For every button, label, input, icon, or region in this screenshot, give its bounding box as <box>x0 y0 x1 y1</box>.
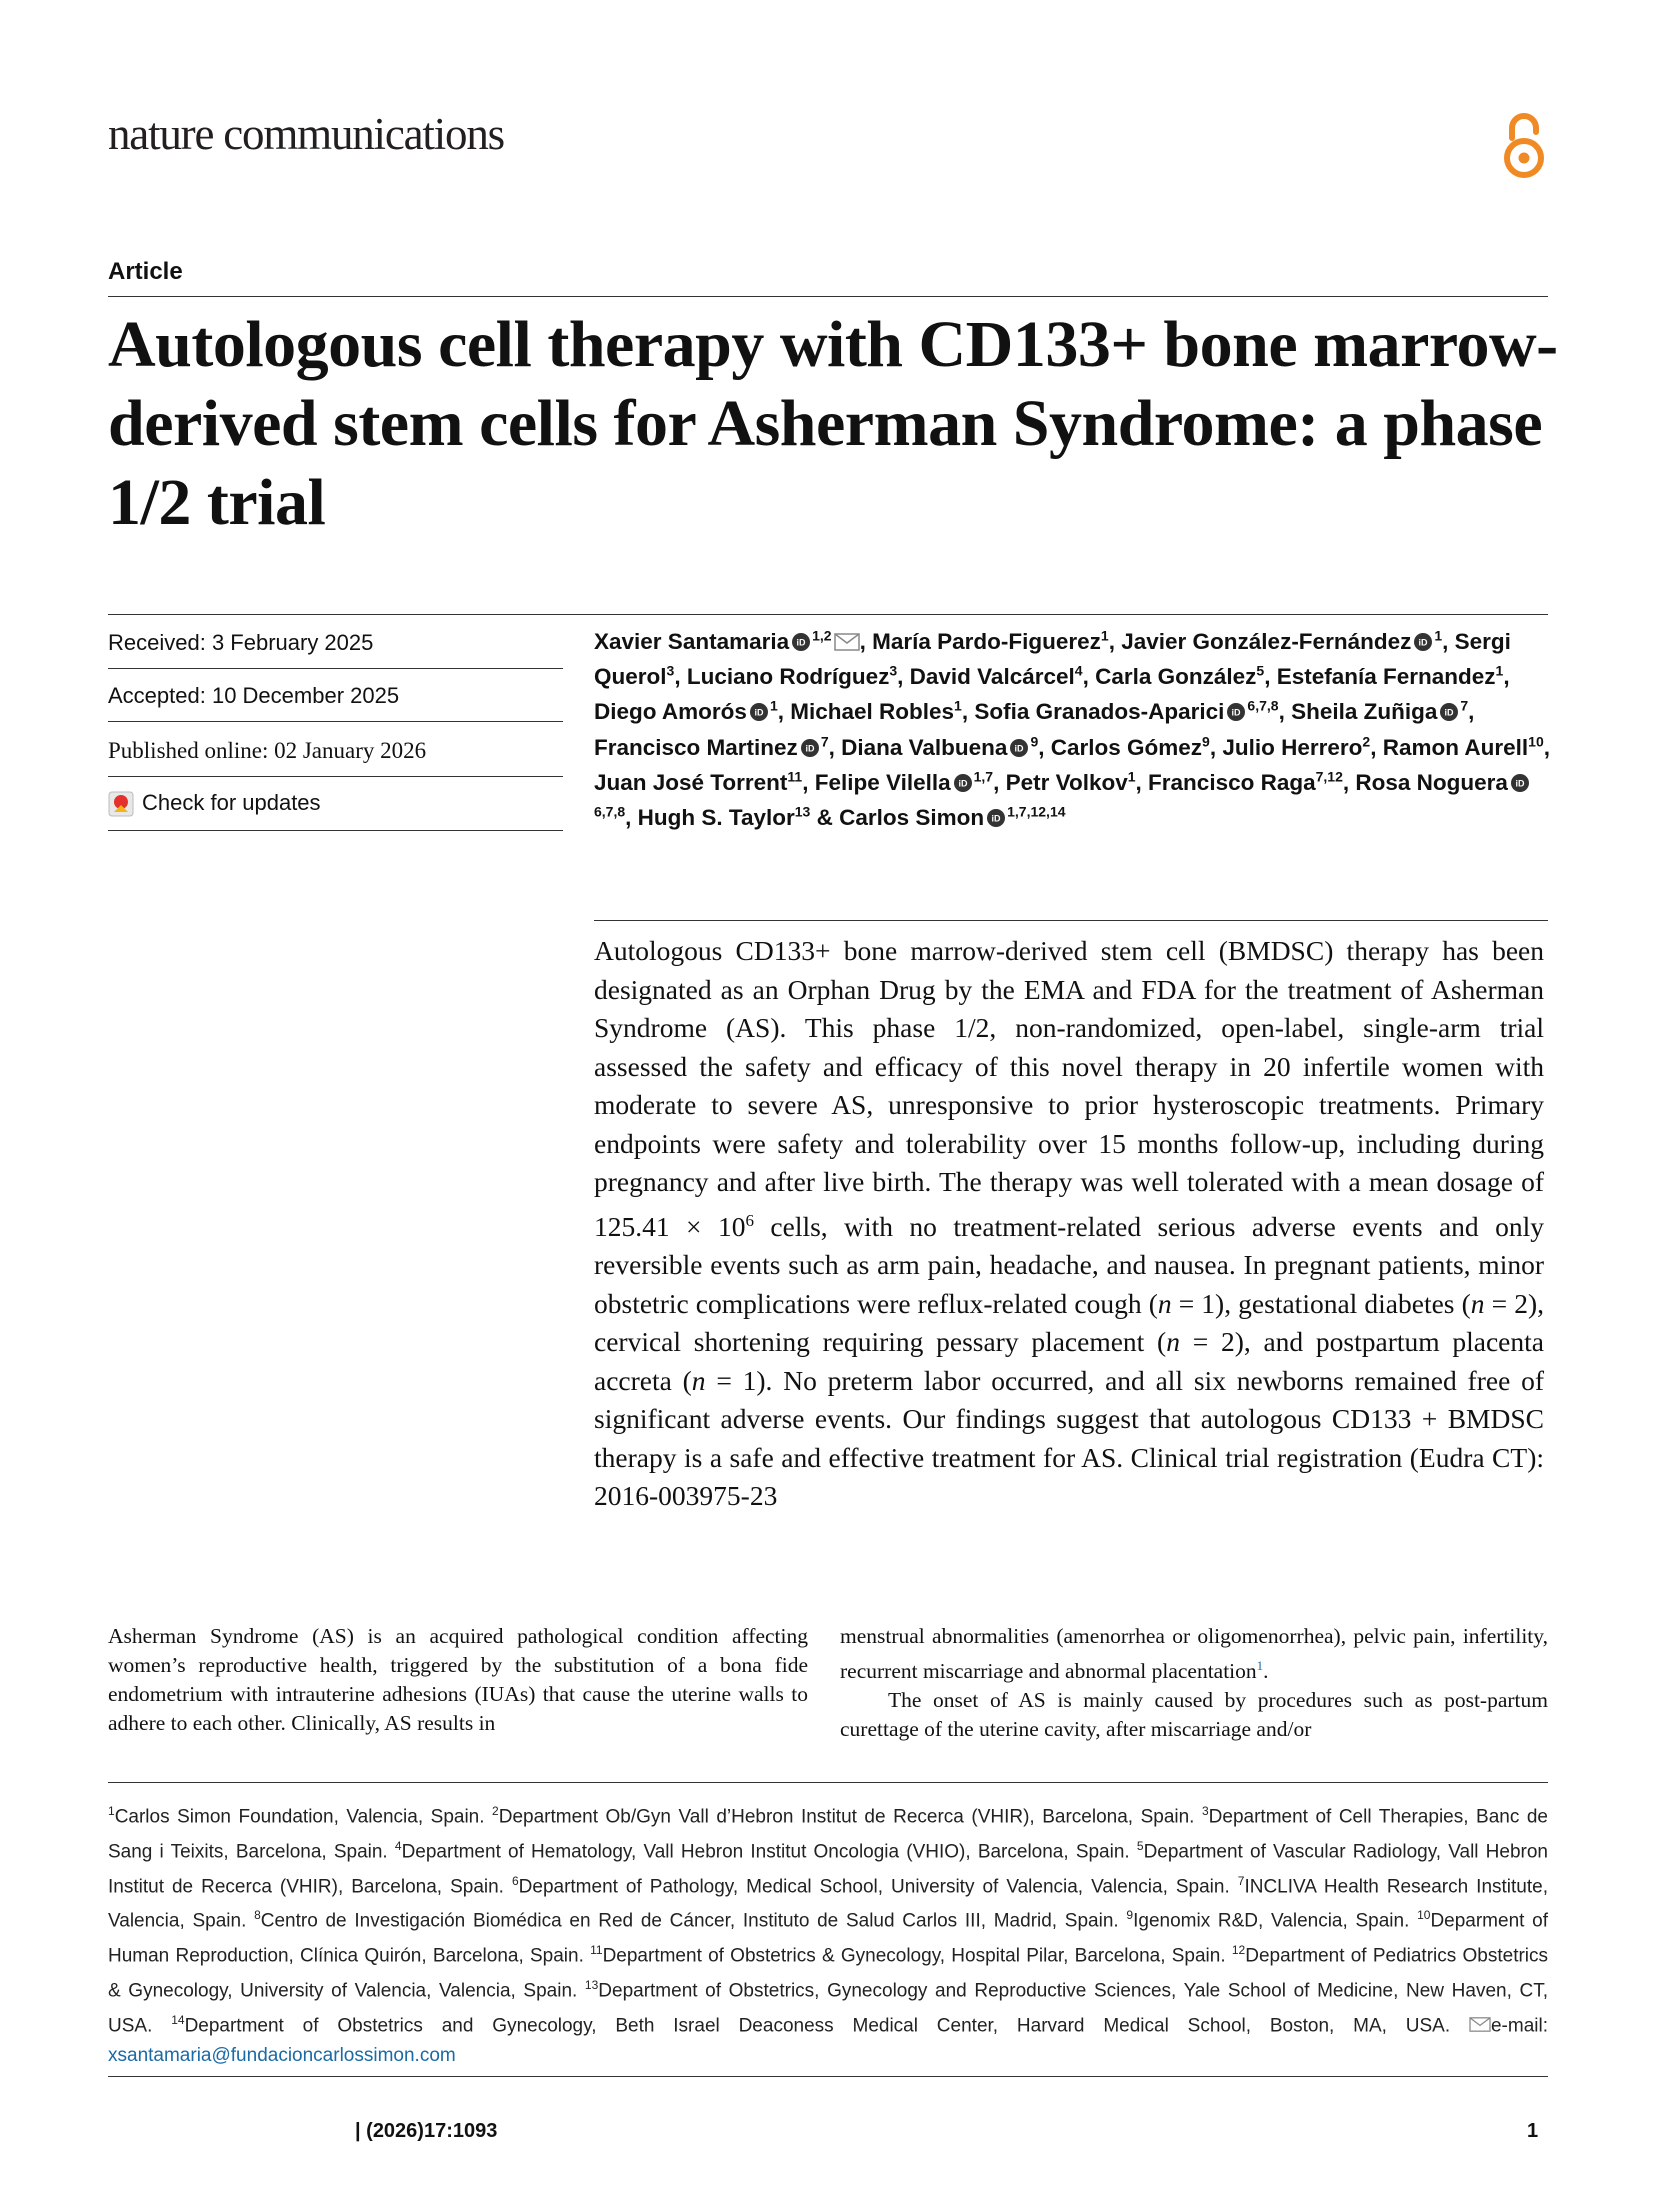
author-name: Carla González <box>1095 664 1257 690</box>
check-for-updates-icon <box>108 791 134 817</box>
svg-text:iD: iD <box>796 637 806 648</box>
author[interactable] <box>910 664 1083 689</box>
affiliation-number: 13 <box>584 1978 599 1993</box>
author-name: Carlos Simon <box>839 805 985 831</box>
affiliations <box>108 1797 1548 2070</box>
email-icon[interactable] <box>834 633 860 651</box>
affiliation-number: 3 <box>1201 1804 1209 1818</box>
affiliation-number: 6 <box>511 1873 519 1888</box>
author-name: Michael Robles <box>790 699 955 725</box>
author[interactable] <box>974 699 1278 724</box>
affiliation-text: Department of Pediatrics Obstetrics & Gynecology, University of Valencia, Valencia, Spain. <box>108 1945 1549 2002</box>
accepted-date: Accepted: 10 December 2025 <box>108 683 400 708</box>
check-for-updates-link[interactable] <box>108 790 321 817</box>
title-divider <box>108 296 1548 297</box>
affiliation-text: Department of Obstetrics, Gynecology and Reproductive Sciences, Yale School of Medicine, New Haven, CT, USA. <box>108 1980 1548 2037</box>
author[interactable] <box>1291 699 1468 724</box>
affiliation-text: Deparment of Human Reproduction, Clínica Quirón, Barcelona, Spain. <box>108 1910 1548 1967</box>
author-name: Sheila Zuñiga <box>1291 699 1438 725</box>
orcid-icon[interactable] <box>1010 739 1028 757</box>
svg-text:iD: iD <box>1231 707 1241 718</box>
svg-text:iD: iD <box>805 743 815 754</box>
article-type-label: Article <box>108 258 183 285</box>
open-access-icon <box>1500 110 1548 182</box>
affiliation-text: Department of Obstetrics & Gynecology, Hospital Pilar, Barcelona, Spain. <box>602 1945 1232 1967</box>
author-name: Rosa Noguera <box>1355 769 1508 795</box>
body-column-left: Asherman Syndrome (AS) is an acquired pathological condition affecting women’s reproductive health, triggered by the substitution of a bona fide endometrium with intrauterine adhesions (IUAs) that cause the uterine walls to adhere to each other. Clinically, AS results in <box>108 1624 808 1735</box>
orcid-icon[interactable] <box>792 633 810 651</box>
article-title: Autologous cell therapy with CD133+ bone marrow-derived stem cells for Asherman Syndrome: a phase 1/2 trial <box>108 308 1558 539</box>
author[interactable] <box>1383 735 1544 760</box>
author[interactable] <box>790 699 962 724</box>
author-name: María Pardo-Figuerez <box>872 629 1101 654</box>
affiliation-text: Department of Vascular Radiology, Vall Hebron Institut de Recerca (VHIR), Barcelona, Spain. <box>108 1841 1549 1897</box>
affiliation-text: INCLIVA Health Research Institute, Valencia, Spain. <box>108 1875 1548 1932</box>
author-name: Luciano Rodríguez <box>686 664 890 690</box>
affiliations-divider <box>108 1782 1548 1783</box>
affiliation-text: Igenomix R&D, Valencia, Spain. <box>1133 1910 1418 1932</box>
author-name: Diego Amorós <box>594 699 747 725</box>
author-affiliation: 6,7,8 <box>1247 697 1279 714</box>
email-link[interactable]: xsantamaria@fundacioncarlossimon.com <box>108 2044 456 2066</box>
author-affiliation: 3 <box>889 662 898 679</box>
author-name: Julio Herrero <box>1222 734 1363 760</box>
author[interactable] <box>594 699 778 724</box>
author-affiliation: 1,2 <box>812 627 832 644</box>
author-affiliation: 13 <box>794 803 811 820</box>
author-affiliation: 7 <box>1460 697 1469 714</box>
svg-text:iD: iD <box>1444 707 1454 718</box>
author-affiliation: 7,12 <box>1315 768 1343 785</box>
author-affiliation: 9 <box>1202 733 1210 750</box>
author-affiliation: 9 <box>1030 733 1039 750</box>
affiliation-number: 9 <box>1126 1908 1134 1923</box>
author-name: Petr Volkov <box>1005 769 1128 795</box>
author-name: Diana Valbuena <box>841 734 1008 760</box>
author-name: Francisco Raga <box>1148 769 1316 795</box>
author-affiliation: 1 <box>1127 768 1136 785</box>
author[interactable] <box>1051 735 1210 760</box>
footer-citation: | (2026)17:1093 <box>355 2120 498 2142</box>
affiliation-number: 7 <box>1237 1873 1245 1888</box>
author-affiliation: 1 <box>954 697 962 714</box>
orcid-icon[interactable] <box>1440 703 1458 721</box>
published-date: Published online: 02 January 2026 <box>108 738 427 763</box>
author-name: Estefanía Fernandez <box>1276 664 1496 690</box>
footer-divider <box>108 2076 1548 2077</box>
body-column-right: menstrual abnormalities (amenorrhea or oligomenorrhea), pelvic pain, infertility, recurrent miscarriage and abnormal placentation$^1$. The onset of AS is mainly caused by procedures such as post-partum curettage of the uterine cavity, after miscarriage and/or <box>840 1624 1548 1742</box>
meta-rule-4 <box>108 830 563 831</box>
author-affiliation: 11 <box>787 768 803 785</box>
author-affiliation: 1,7 <box>973 768 994 785</box>
author-name: Carlos Gómez <box>1050 734 1203 760</box>
svg-text:iD: iD <box>1014 743 1024 754</box>
author[interactable] <box>594 735 829 760</box>
author-affiliation: 10 <box>1528 733 1544 750</box>
author-name: Javier González-Fernández <box>1121 629 1412 654</box>
affiliation-text: Department of Obstetrics and Gynecology, Beth Israel Deaconess Medical Center, Harvard Medical School, Boston, MA, USA. <box>184 2015 1469 2037</box>
author-name: Felipe Vilella <box>814 769 951 795</box>
affiliation-text: Department of Pathology, Medical School, University of Valencia, Valencia, Spain. <box>518 1875 1238 1897</box>
svg-text:iD: iD <box>1515 778 1525 789</box>
author-name: Xavier Santamaria <box>594 629 790 654</box>
svg-text:iD: iD <box>991 813 1001 824</box>
reference-link[interactable]: 1 <box>1256 1658 1264 1673</box>
author-affiliation: 1 <box>769 697 778 714</box>
author[interactable] <box>594 770 802 795</box>
author[interactable] <box>687 664 897 689</box>
affiliation-text: Department of Hematology, Vall Hebron Institut Oncologia (VHIO), Barcelona, Spain. <box>401 1841 1137 1863</box>
author-name: Francisco Martinez <box>594 734 798 760</box>
affiliation-number: 11 <box>590 1943 603 1958</box>
author[interactable] <box>1277 664 1504 689</box>
author-affiliation: 2 <box>1362 733 1371 750</box>
affiliation-number: 2 <box>492 1804 499 1818</box>
affiliation-number: 1 <box>108 1804 115 1818</box>
check-for-updates-label: Check for updates <box>142 790 321 815</box>
affiliation-number: 4 <box>394 1838 402 1853</box>
author-affiliation: 6,7,8 <box>594 803 626 820</box>
author[interactable] <box>594 629 860 654</box>
svg-text:iD: iD <box>958 778 968 789</box>
affiliation-text: Department Ob/Gyn Vall d’Hebron Institut de Recerca (VHIR), Barcelona, Spain. <box>498 1806 1202 1828</box>
author-affiliation: 4 <box>1074 662 1083 679</box>
author[interactable] <box>1148 770 1343 795</box>
meta-rule-3 <box>108 776 563 777</box>
author-name: Juan José Torrent <box>594 769 788 795</box>
svg-text:iD: iD <box>1418 637 1428 648</box>
author[interactable] <box>872 629 1109 654</box>
abstract: Autologous CD133+ bone marrow-derived stem cell (BMDSC) therapy has been designated as an Orphan Drug by the EMA and FDA for the treatment of Asherman Syndrome (AS). This phase 1/2, non-randomized, open-label, single-arm trial assessed the safety and efficacy of this novel therapy in 20 infertile women with moderate to severe AS, unresponsive to prior hysteroscopic treatments. Primary endpoints were safety and tolerability over 15 months follow-up, including during pregnancy and after live birth. The therapy was well tolerated with a mean dosage of $125.41 \times 10^6$ cells, with no treatment-related serious adverse events and only reversible events such as arm pain, headache, and nausea. In pregnant patients, minor obstetric complications were reflux-related cough (n = 1), gestational diabetes (n = 2), cervical shortening requiring pessary placement (n = 2), and postpartum placenta accreta (n = 1). No preterm labor occurred, and all six newborns remained free of significant adverse events. Our findings suggest that autologous CD133 + BMDSC therapy is a safe and effective treatment for AS. Clinical trial registration (Eudra CT): 2016-003975-23 <box>594 935 1544 1512</box>
affiliation-number: 12 <box>1231 1943 1246 1958</box>
author-affiliation: 1,7,12,14 <box>1007 803 1066 820</box>
email-label: e-mail: <box>1490 2015 1548 2037</box>
affiliation-text: Department of Cell Therapies, Banc de Sang i Teixits, Barcelona, Spain. <box>108 1806 1548 1863</box>
author[interactable] <box>839 805 1065 830</box>
author-name: Sergi Querol <box>594 629 1511 690</box>
svg-text:iD: iD <box>754 707 764 718</box>
page-number: 1 <box>1527 2120 1539 2142</box>
author[interactable] <box>1121 629 1442 654</box>
author-name: David Valcárcel <box>909 664 1075 690</box>
author[interactable] <box>815 770 993 795</box>
orcid-icon[interactable] <box>801 739 819 757</box>
author-affiliation: 1 <box>1434 627 1443 644</box>
author-affiliation: 1 <box>1100 627 1109 644</box>
author[interactable] <box>638 805 811 830</box>
author-affiliation: 1 <box>1495 662 1504 679</box>
author-name: Hugh S. Taylor <box>637 805 795 831</box>
affiliation-number: 10 <box>1417 1908 1431 1923</box>
journal-name: nature communications <box>108 109 504 159</box>
affiliation-text: Centro de Investigación Biomédica en Red de Cáncer, Instituto de Salud Carlos III, Madrid, Spain. <box>260 1910 1127 1932</box>
meta-divider <box>108 614 1548 615</box>
author-affiliation: 7 <box>820 733 829 750</box>
author[interactable] <box>1006 770 1136 795</box>
affiliation-number: 5 <box>1136 1838 1144 1853</box>
meta-rule-1 <box>108 668 563 669</box>
author-name: Sofia Granados-Aparici <box>974 699 1225 725</box>
author-name: Ramon Aurell <box>1382 734 1529 760</box>
orcid-icon[interactable] <box>750 703 768 721</box>
received-date: Received: 3 February 2025 <box>108 630 374 655</box>
author-affiliation: 5 <box>1256 662 1265 679</box>
orcid-icon[interactable] <box>954 774 972 792</box>
author[interactable] <box>1222 735 1370 760</box>
author-list: Xavier Santamaria iD $^{1,2}$ , María Pardo-Figuerez$^1$, Javier González-Fernández iD $^1$, Sergi Querol$^3$, Luciano Rodríguez$^3$, David Valcárcel$^4$, Carla González$^5$, Estefanía Fernandez$^1$, Diego Amorós iD $^1$, Michael Robles$^1$, Sofia Granados-Aparici iD $^{6,7,8}$, Sheila Zuñiga iD $^7$, Francisco Martinez iD $^7$, Diana Valbuena iD $^9$, Carlos Gómez$^9$, Julio Herrero$^2$, Ramon Aurell$^{10}$, Juan José Torrent$^{11}$, Felipe Vilella iD $^{1,7}$, Petr Volkov$^1$, Francisco Raga$^{7,12}$, Rosa Noguera iD $^{6,7,8}$, Hugh S. Taylor$^{13}$ & Carlos Simon iD $^{1,7,12,14}$ <box>594 627 1550 831</box>
author[interactable] <box>1095 664 1264 689</box>
meta-rule-2 <box>108 721 563 722</box>
author[interactable] <box>841 735 1038 760</box>
orcid-icon[interactable] <box>987 809 1005 827</box>
affiliation-text: Carlos Simon Foundation, Valencia, Spain. <box>114 1806 493 1828</box>
affiliation-number: 8 <box>254 1908 261 1923</box>
author-affiliation: 3 <box>666 662 675 679</box>
email-icon <box>1469 2017 1491 2032</box>
abstract-divider <box>594 920 1548 921</box>
affiliation-number: 14 <box>171 2012 185 2027</box>
orcid-icon[interactable] <box>1227 703 1245 721</box>
orcid-icon[interactable] <box>1414 633 1432 651</box>
orcid-icon[interactable] <box>1511 774 1529 792</box>
